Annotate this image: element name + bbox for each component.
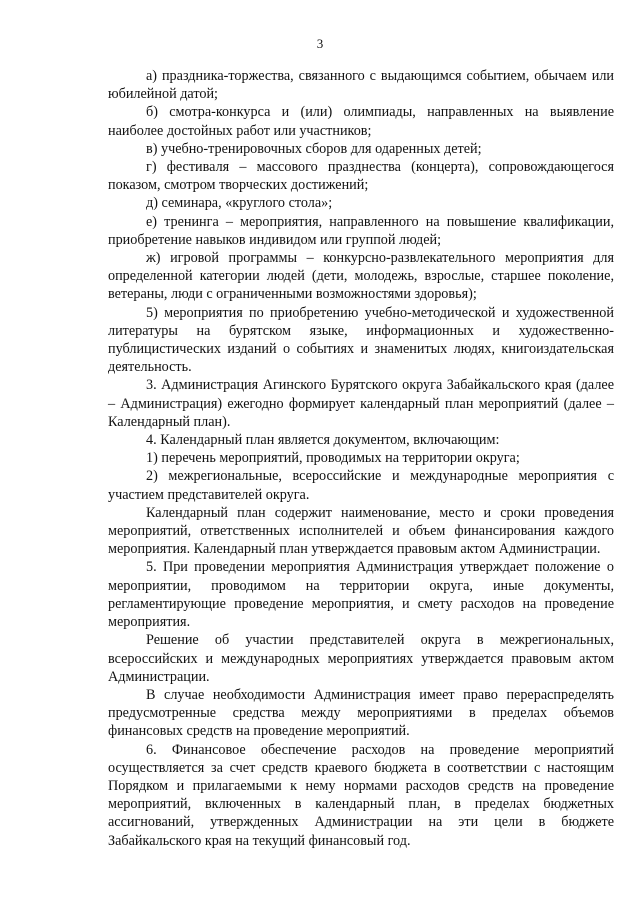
document-body — [108, 67, 614, 850]
paragraph-section-3: 3. Администрация Агинского Бурятского округа Забайкальского края (далее – Администрация) ежегодно формирует календарный план мероприятий (далее – Календарный план). — [108, 377, 614, 430]
paragraph-item-g: г) фестиваля – массового празднества (концерта), сопровождающегося показом, смотром творческих достижений; — [108, 159, 614, 194]
paragraph-participation-decision: Решение об участии представителей округа в межрегиональных, всероссийских и международных мероприятиях утверждается правовым актом Администрации. — [108, 632, 614, 685]
paragraph-item-b: б) смотра-конкурса и (или) олимпиады, направленных на выявление наиболее достойных работ или участников; — [108, 104, 614, 139]
paragraph-item-zh: ж) игровой программы – конкурсно-развлекательного мероприятия для определенной категории людей (дети, молодежь, взрослые, старшее поколение, ветераны, люди с ограниченными возможностями здоровья); — [108, 250, 614, 303]
paragraph-item-v: в) учебно-тренировочных сборов для одаренных детей; — [146, 140, 482, 157]
page-number: 3 — [316, 36, 324, 51]
paragraph-list-2: 2) межрегиональные, всероссийские и международные мероприятия с участием представителей округа. — [108, 468, 614, 503]
paragraph-section-4: 4. Календарный план является документом, включающим: — [146, 432, 500, 449]
paragraph-item-a: а) праздника-торжества, связанного с выдающимся событием, обычаем или юбилейной датой; — [108, 68, 614, 103]
paragraph-plan-contents: Календарный план содержит наименование, место и сроки проведения мероприятий, ответственных исполнителей и объем финансирования каждого мероприятия. Календарный план утверждается правовым актом Администрации. — [108, 504, 614, 558]
paragraph-redistribution: В случае необходимости Администрация имеет право перераспределять предусмотренные средства между мероприятиями в пределах объемов финансовых средств на проведение мероприятий. — [108, 686, 614, 740]
paragraph-section-5: 5. При проведении мероприятия Администрация утверждает положение о мероприятии, проводимом на территории округа, иные документы, регламентирующие проведение мероприятия, и смету расходов на проведение мероприятия. — [108, 559, 614, 631]
paragraph-list-1: 1) перечень мероприятий, проводимых на территории округа; — [146, 450, 520, 467]
paragraph-item-e: е) тренинга – мероприятия, направленного на повышение квалификации, приобретение навыков индивидом или группой людей; — [108, 213, 614, 248]
paragraph-item-d: д) семинара, «круглого стола»; — [146, 195, 333, 212]
paragraph-section-6: 6. Финансовое обеспечение расходов на проведение мероприятий осуществляется за счет средств краевого бюджета в соответствии с настоящим Порядком и прилагаемыми к нему нормами расходов средств на проведение мероприятий, включенных в календарный план, в пределах бюджетных ассигнований, утвержденных Администрации на эти цели в бюджете Забайкальского края на текущий финансовый год. — [108, 741, 614, 849]
paragraph-item-5-literature: 5) мероприятия по приобретению учебно-методической и художественной литературы на бурятском языке, информационных и художественно-публицистических изданий о событиях и знаменитых людях, книгоиздательская деятельность. — [108, 304, 614, 376]
